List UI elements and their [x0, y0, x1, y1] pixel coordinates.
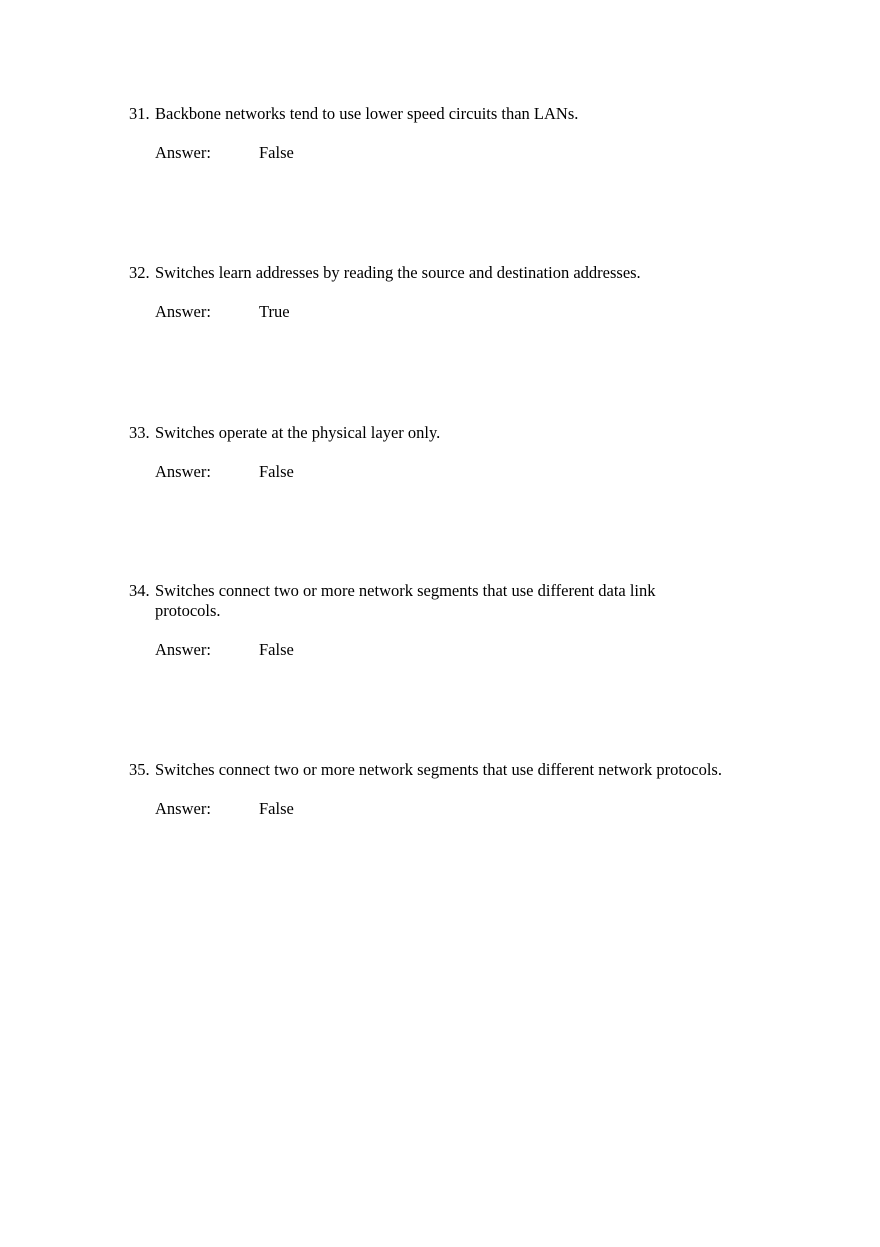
question-text: Switches connect two or more network segments that use different data link protocols.	[155, 581, 656, 620]
answer-label: Answer:	[155, 462, 211, 481]
answer-value: False	[259, 462, 294, 481]
question-number: 32.	[129, 263, 150, 282]
answer-row	[155, 302, 789, 322]
question-line	[129, 104, 789, 124]
question-line	[129, 581, 789, 621]
answer-label: Answer:	[155, 143, 211, 162]
question-line	[129, 760, 789, 780]
question-32	[129, 263, 789, 322]
answer-row	[155, 462, 789, 482]
question-34	[129, 581, 789, 660]
question-number: 34.	[129, 581, 150, 600]
question-line	[129, 263, 789, 283]
question-31	[129, 104, 789, 163]
question-number: 35.	[129, 760, 150, 779]
question-text: Switches connect two or more network segments that use different network protocols.	[155, 760, 722, 779]
answer-row	[155, 143, 789, 163]
answer-value: False	[259, 640, 294, 659]
answer-value: True	[259, 302, 290, 321]
question-line	[129, 423, 789, 443]
question-number: 33.	[129, 423, 150, 442]
answer-label: Answer:	[155, 640, 211, 659]
question-33	[129, 423, 789, 482]
answer-row	[155, 640, 789, 660]
answer-value: False	[259, 799, 294, 818]
answer-value: False	[259, 143, 294, 162]
answer-row	[155, 799, 789, 819]
answer-label: Answer:	[155, 799, 211, 818]
answer-label: Answer:	[155, 302, 211, 321]
question-text: Switches operate at the physical layer only.	[155, 423, 441, 442]
question-35	[129, 760, 789, 819]
question-text: Backbone networks tend to use lower speed circuits than LANs.	[155, 104, 579, 123]
question-text: Switches learn addresses by reading the source and destination addresses.	[155, 263, 641, 282]
question-number: 31.	[129, 104, 150, 123]
